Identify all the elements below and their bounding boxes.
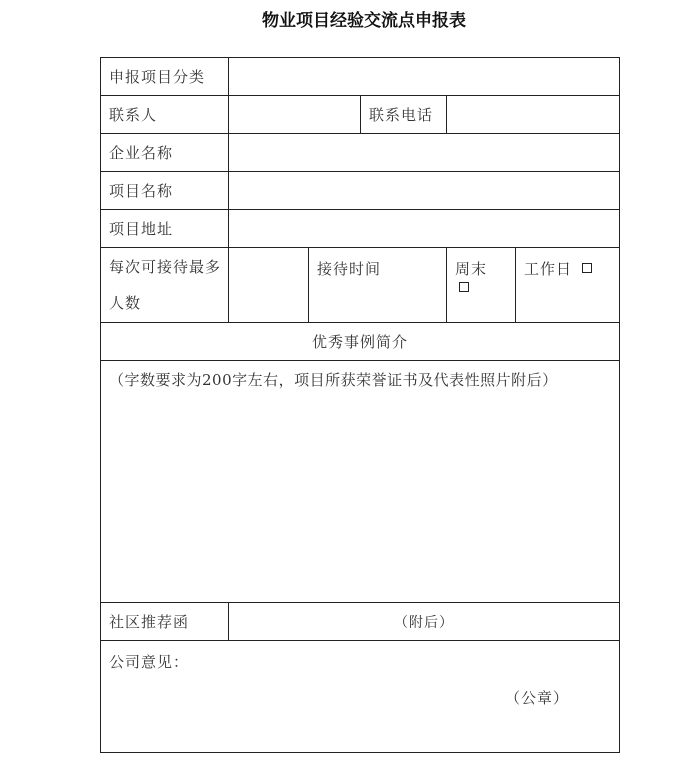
phone-label: 联系电话 [361,96,447,134]
category-label: 申报项目分类 [101,58,229,96]
weekend-option[interactable] [447,248,516,323]
row-excellent-case-header [101,323,620,361]
capacity-label: 每次可接待最多人数 [101,248,229,323]
form-title: 物业项目经验交流点申报表 [262,11,466,31]
company-opinion-field[interactable] [101,641,620,753]
phone-field[interactable] [447,96,620,134]
excellent-case-label: 优秀事例简介 [101,323,620,361]
community-letter-label: 社区推荐函 [101,603,229,641]
workday-checkbox[interactable] [582,263,592,273]
company-field[interactable] [229,134,620,172]
row-category [101,58,620,96]
row-capacity [101,248,620,323]
weekend-checkbox[interactable] [459,282,469,292]
case-note: （字数要求为200字左右，项目所获荣誉证书及代表性照片附后） [109,371,558,389]
address-label: 项目地址 [101,210,229,248]
category-field[interactable] [229,58,620,96]
row-contact [101,96,620,134]
address-field[interactable] [229,210,620,248]
weekend-label: 周末 [455,260,488,278]
row-company [101,134,620,172]
case-textarea[interactable] [101,361,620,603]
company-opinion-label: 公司意见： [109,653,190,671]
workday-option[interactable] [516,248,620,323]
contact-label: 联系人 [101,96,229,134]
row-company-opinion [101,641,620,753]
row-community-letter [101,603,620,641]
seal-label: （公章） [504,689,569,707]
row-project-name [101,172,620,210]
company-label: 企业名称 [101,134,229,172]
project-name-field[interactable] [229,172,620,210]
contact-field[interactable] [229,96,361,134]
attached-note: （附后） [229,603,620,641]
workday-label: 工作日 [524,260,573,278]
application-form [100,57,620,753]
capacity-field[interactable] [229,248,309,323]
project-name-label: 项目名称 [101,172,229,210]
reception-time-label: 接待时间 [309,248,447,323]
row-case-body [101,361,620,603]
row-address [101,210,620,248]
